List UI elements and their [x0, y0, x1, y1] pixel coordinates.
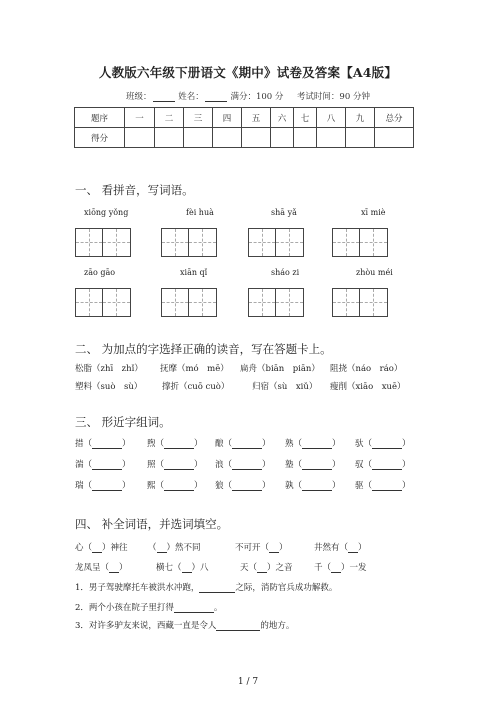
- reading-option[interactable]: 归宿（sù xiǔ）: [252, 382, 318, 392]
- score-header-cell: 四: [213, 108, 242, 128]
- char-label: 塾: [285, 460, 294, 470]
- full-score: 满分：100 分: [230, 92, 284, 102]
- word-group-item: 酿（ ）: [215, 439, 271, 449]
- idiom-item: [75, 541, 128, 553]
- idiom-item: [314, 541, 367, 553]
- word-group-item: 驭（ ）: [355, 460, 411, 470]
- answer-blank[interactable]: [174, 603, 214, 613]
- score-cell[interactable]: [155, 128, 184, 148]
- score-header-cell: 题序: [75, 108, 125, 128]
- char-label: 瑞: [75, 481, 84, 491]
- idiom-text: 龙凤呈（: [75, 563, 110, 573]
- class-blank[interactable]: [153, 92, 175, 102]
- class-label: 班级：: [126, 92, 152, 102]
- name-blank[interactable]: [205, 92, 227, 102]
- char-label: 措: [75, 439, 84, 449]
- score-header-cell: 三: [184, 108, 213, 128]
- section-4-heading: 四、 补全词语，并选词填空。: [75, 517, 229, 531]
- idiom-text: ）然不同: [166, 543, 201, 553]
- word-group-item: 狼（ ）: [215, 481, 271, 491]
- idiom-blank[interactable]: [109, 563, 119, 573]
- word-group-item: 浪（ ）: [215, 460, 271, 470]
- char-label: 煦: [147, 439, 156, 449]
- word-group-item: 驱（ ）: [355, 481, 411, 491]
- writing-grid[interactable]: [332, 228, 388, 257]
- char-label: 酿: [215, 439, 224, 449]
- section-1-heading: 一、 看拼音，写词语。: [75, 183, 194, 197]
- score-header-cell: 九: [346, 108, 375, 128]
- idiom-text: ）: [279, 543, 288, 553]
- fill-question: [75, 601, 222, 613]
- writing-grid[interactable]: [332, 288, 388, 317]
- score-cell[interactable]: [375, 128, 414, 148]
- reading-option[interactable]: 松脂（zhī zhǐ）: [75, 364, 143, 374]
- idiom-item: [235, 541, 288, 553]
- question-text: 的地方。: [260, 621, 295, 631]
- idiom-text: 横七（: [156, 563, 182, 573]
- idiom-item: [240, 561, 293, 573]
- char-label: 熟: [285, 439, 294, 449]
- reading-option[interactable]: 瘦削（xiāo xuē）: [330, 382, 406, 392]
- idiom-text: ）: [119, 563, 128, 573]
- char-label: 驱: [355, 481, 364, 491]
- char-label: 狼: [215, 481, 224, 491]
- page-number: 1 / 7: [237, 677, 259, 687]
- char-label: 驭: [355, 460, 364, 470]
- char-label: 驮: [355, 439, 364, 449]
- idiom-text: ）八: [191, 563, 209, 573]
- writing-grid[interactable]: [75, 288, 131, 317]
- answer-blank[interactable]: [216, 621, 260, 631]
- answer-blank[interactable]: [199, 583, 235, 593]
- word-group-item: 熟（ ）: [285, 439, 341, 449]
- idiom-text: 天（: [240, 563, 258, 573]
- score-header-cell: 一: [125, 108, 155, 128]
- writing-grid[interactable]: [161, 288, 217, 317]
- question-text: 1．男子驾驶摩托车被洪水冲跑，: [75, 583, 200, 593]
- writing-grid[interactable]: [248, 288, 304, 317]
- char-label: 孰: [285, 481, 294, 491]
- word-blank[interactable]: [232, 481, 262, 491]
- char-label: 湍: [75, 460, 84, 470]
- word-group-item: 塾（ ）: [285, 460, 341, 470]
- score-header-cell: 五: [242, 108, 271, 128]
- pinyin-label: zāo gāo: [84, 268, 116, 277]
- word-blank[interactable]: [372, 460, 402, 470]
- word-group-item: 湍（ ）: [75, 460, 131, 470]
- page-title: 人教版六年级下册语文《期中》试卷及答案【A4版】: [98, 65, 398, 80]
- word-group-item: 熙（ ）: [147, 481, 203, 491]
- score-cell[interactable]: [271, 128, 294, 148]
- score-table: [74, 107, 414, 148]
- word-blank[interactable]: [92, 439, 122, 449]
- word-group-item: 驮（ ）: [355, 439, 411, 449]
- word-blank[interactable]: [372, 481, 402, 491]
- reading-option[interactable]: 撑折（cuō cuò）: [162, 382, 230, 392]
- pinyin-label: sháo zi: [271, 268, 300, 277]
- pinyin-label: xiān qǐ: [180, 268, 208, 277]
- char-label: 浪: [215, 460, 224, 470]
- word-blank[interactable]: [232, 439, 262, 449]
- pinyin-label: xī miè: [361, 208, 386, 217]
- score-header-cell: 总分: [375, 108, 414, 128]
- char-label: 熙: [147, 481, 156, 491]
- score-cell[interactable]: [346, 128, 375, 148]
- exam-info: [0, 90, 496, 102]
- score-header-cell: 六: [271, 108, 294, 128]
- question-text: 。: [213, 603, 223, 613]
- word-group-item: 照（ ）: [147, 460, 203, 470]
- idiom-blank[interactable]: [157, 543, 167, 553]
- idiom-item: [156, 561, 209, 573]
- word-group-item: 措（ ）: [75, 439, 131, 449]
- score-cell[interactable]: [213, 128, 242, 148]
- idiom-text: ）: [358, 543, 367, 553]
- idiom-blank[interactable]: [257, 563, 267, 573]
- score-header-cell: 二: [155, 108, 184, 128]
- idiom-text: 心（: [75, 543, 93, 553]
- idiom-text: 千（: [314, 563, 332, 573]
- score-cell[interactable]: [184, 128, 213, 148]
- idiom-item: [314, 561, 367, 573]
- idiom-text: ）之音: [267, 563, 293, 573]
- exam-time: 考试时间：90 分钟: [296, 92, 370, 102]
- writing-grid[interactable]: [161, 228, 217, 257]
- idiom-blank[interactable]: [269, 543, 279, 553]
- writing-grid[interactable]: [248, 228, 304, 257]
- word-blank[interactable]: [302, 481, 332, 491]
- word-blank[interactable]: [302, 460, 332, 470]
- question-text: 2．两个小孩在院子里打得: [75, 603, 174, 613]
- score-header-cell: 七: [294, 108, 317, 128]
- idiom-text: 不可开（: [235, 543, 270, 553]
- reading-option[interactable]: 扁舟（biān piān）: [240, 364, 320, 374]
- question-text: 3．对许多驴友来说，西藏一直是令人: [75, 621, 217, 631]
- idiom-blank[interactable]: [331, 563, 341, 573]
- pinyin-label: shā yǎ: [271, 208, 297, 217]
- char-label: 照: [147, 460, 156, 470]
- word-blank[interactable]: [92, 460, 122, 470]
- fill-question: [75, 619, 294, 631]
- word-group-item: 孰（ ）: [285, 481, 341, 491]
- word-blank[interactable]: [164, 481, 194, 491]
- idiom-blank[interactable]: [182, 563, 192, 573]
- score-row-label: 得分: [75, 128, 125, 148]
- score-cell[interactable]: [125, 128, 155, 148]
- score-header-row: [75, 108, 414, 128]
- idiom-text: ）神往: [102, 543, 128, 553]
- idiom-text: ）一发: [341, 563, 367, 573]
- score-header-cell: 八: [317, 108, 346, 128]
- word-group-item: 瑞（ ）: [75, 481, 131, 491]
- section-2-heading: 二、 为加点的字选择正确的读音，写在答题卡上。: [75, 342, 332, 356]
- pinyin-label: zhòu méi: [356, 268, 393, 277]
- name-label: 姓名：: [178, 92, 204, 102]
- pinyin-label: xiōng yǒng: [84, 208, 129, 217]
- word-blank[interactable]: [92, 481, 122, 491]
- reading-option[interactable]: 阻挠（náo ráo）: [330, 364, 403, 374]
- reading-option[interactable]: 塑料（suò sù）: [75, 382, 143, 392]
- section-3-heading: 三、 形近字组词。: [75, 415, 171, 429]
- reading-option[interactable]: 抚摩（mó mē）: [160, 364, 229, 374]
- idiom-text: 井然有（: [314, 543, 349, 553]
- score-cell[interactable]: [317, 128, 346, 148]
- idiom-blank[interactable]: [92, 543, 102, 553]
- word-blank[interactable]: [372, 439, 402, 449]
- word-blank[interactable]: [302, 439, 332, 449]
- idiom-text: （: [148, 543, 157, 553]
- idiom-blank[interactable]: [348, 543, 358, 553]
- pinyin-label: fèi huà: [186, 208, 214, 217]
- score-cell[interactable]: [242, 128, 271, 148]
- idiom-item: [148, 541, 201, 553]
- word-blank[interactable]: [164, 460, 194, 470]
- question-text: 之际，消防官兵成功解救。: [235, 583, 338, 593]
- writing-grid[interactable]: [75, 228, 131, 257]
- fill-question: [75, 581, 337, 593]
- word-group-item: 煦（ ）: [147, 439, 203, 449]
- word-blank[interactable]: [232, 460, 262, 470]
- word-blank[interactable]: [164, 439, 194, 449]
- score-cell[interactable]: [294, 128, 317, 148]
- score-row: [75, 128, 414, 148]
- idiom-item: [75, 561, 128, 573]
